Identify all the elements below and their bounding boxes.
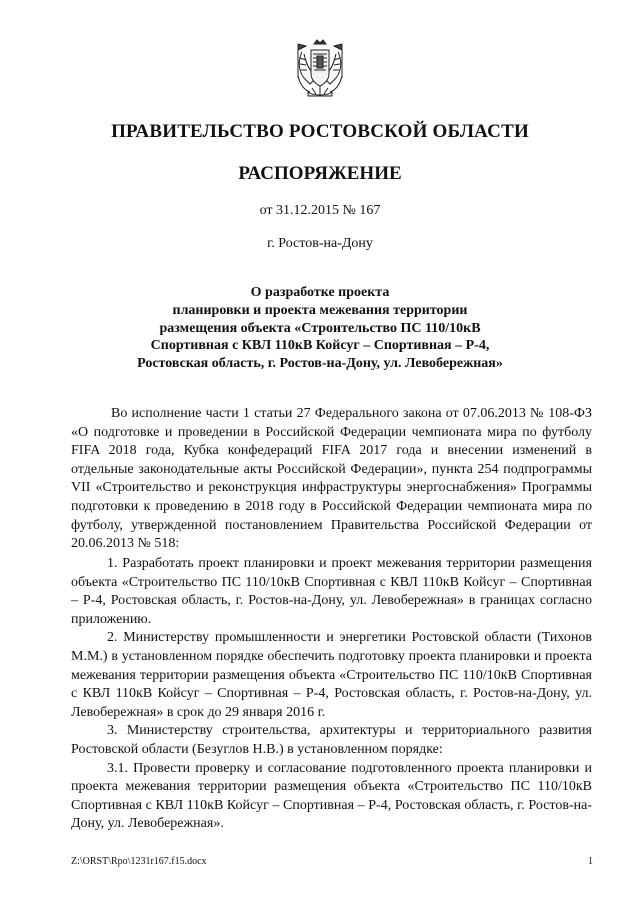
preamble-paragraph: Во исполнение части 1 статьи 27 Федерального закона от 07.06.2013 № 108-ФЗ «О подготовке и проведении в Российской Федерации чемпионата мира по футболу FIFA 2018 года, Кубка конфедераций FIFA 2017 года и внесении изменений в отдельные законодательные акты Российской Федерации», пункта 254 подпрограммы VII «Строительство и реконструкция инфраструктуры энергоснабжения» Программы подготовки к проведению в 2018 году в Российской Федерации чемпионата мира по футболу, утвержденной постановлением Правительства Российской Федерации от 20.06.2013 № 518: [71,406,592,552]
government-title: ПРАВИТЕЛЬСТВО РОСТОВСКОЙ ОБЛАСТИ [111,121,529,142]
document-subject [60,284,580,373]
resolution-items [71,555,592,834]
subject-line: размещения объекта «Строительство ПС 110/10кВ [159,320,481,336]
resolution-item: 1. Разработать проект планировки и проект межевания территории размещения объекта «Строительство ПС 110/10кВ Спортивная с КВЛ 110кВ Койсуг – Спортивная – Р-4, Ростовская область, г. Ростов-на-Дону, ул. Левобережная» в границах согласно приложению. [71,556,592,627]
resolution-item: 3.1. Провести проверку и согласование подготовленного проекта планировки и проекта межевания территории размещения объекта «Строительство ПС 110/10кВ Спортивная с КВЛ 110кВ Койсуг – Спортивная – Р-4, Ростовская область, г. Ростов-на-Дону, ул. Левобережная». [71,760,592,832]
subject-line: О разработке проекта [250,285,390,300]
subject-line: Ростовская область, г. Ростов-на-Дону, ул. Левобережная» [137,356,503,372]
preamble-section [71,405,592,554]
subject-line: Спортивная с КВЛ 110кВ Койсуг – Спортивная – Р-4, [150,338,490,354]
subject-line: планировки и проекта межевания территории [172,302,468,318]
resolution-item: 2. Министерству промышленности и энергетики Ростовской области (Тихонов М.М.) в установленном порядке обеспечить подготовку проекта планировки и проекта межевания территории размещения объекта «Строительство ПС 110/10кВ Спортивная с КВЛ 110кВ Койсуг – Спортивная – Р-4, Ростовская область, г. Ростов-на-Дону, ул. Левобережная» в срок до 29 января 2016 г. [71,630,592,720]
coat-of-arms-icon [294,38,346,100]
footer-file-path: Z:\ORST\Rpo\1231r167.f15.docx [71,856,207,867]
resolution-item: 3. Министерству строительства, архитектуры и территориального развития Ростовской области (Безуглов Н.В.) в установленном порядке: [71,723,592,757]
page-number: 1 [588,856,593,867]
document-date-number: от 31.12.2015 № 167 [259,203,381,218]
document-city: г. Ростов-на-Дону [267,236,373,251]
document-type: РАСПОРЯЖЕНИЕ [238,163,402,184]
